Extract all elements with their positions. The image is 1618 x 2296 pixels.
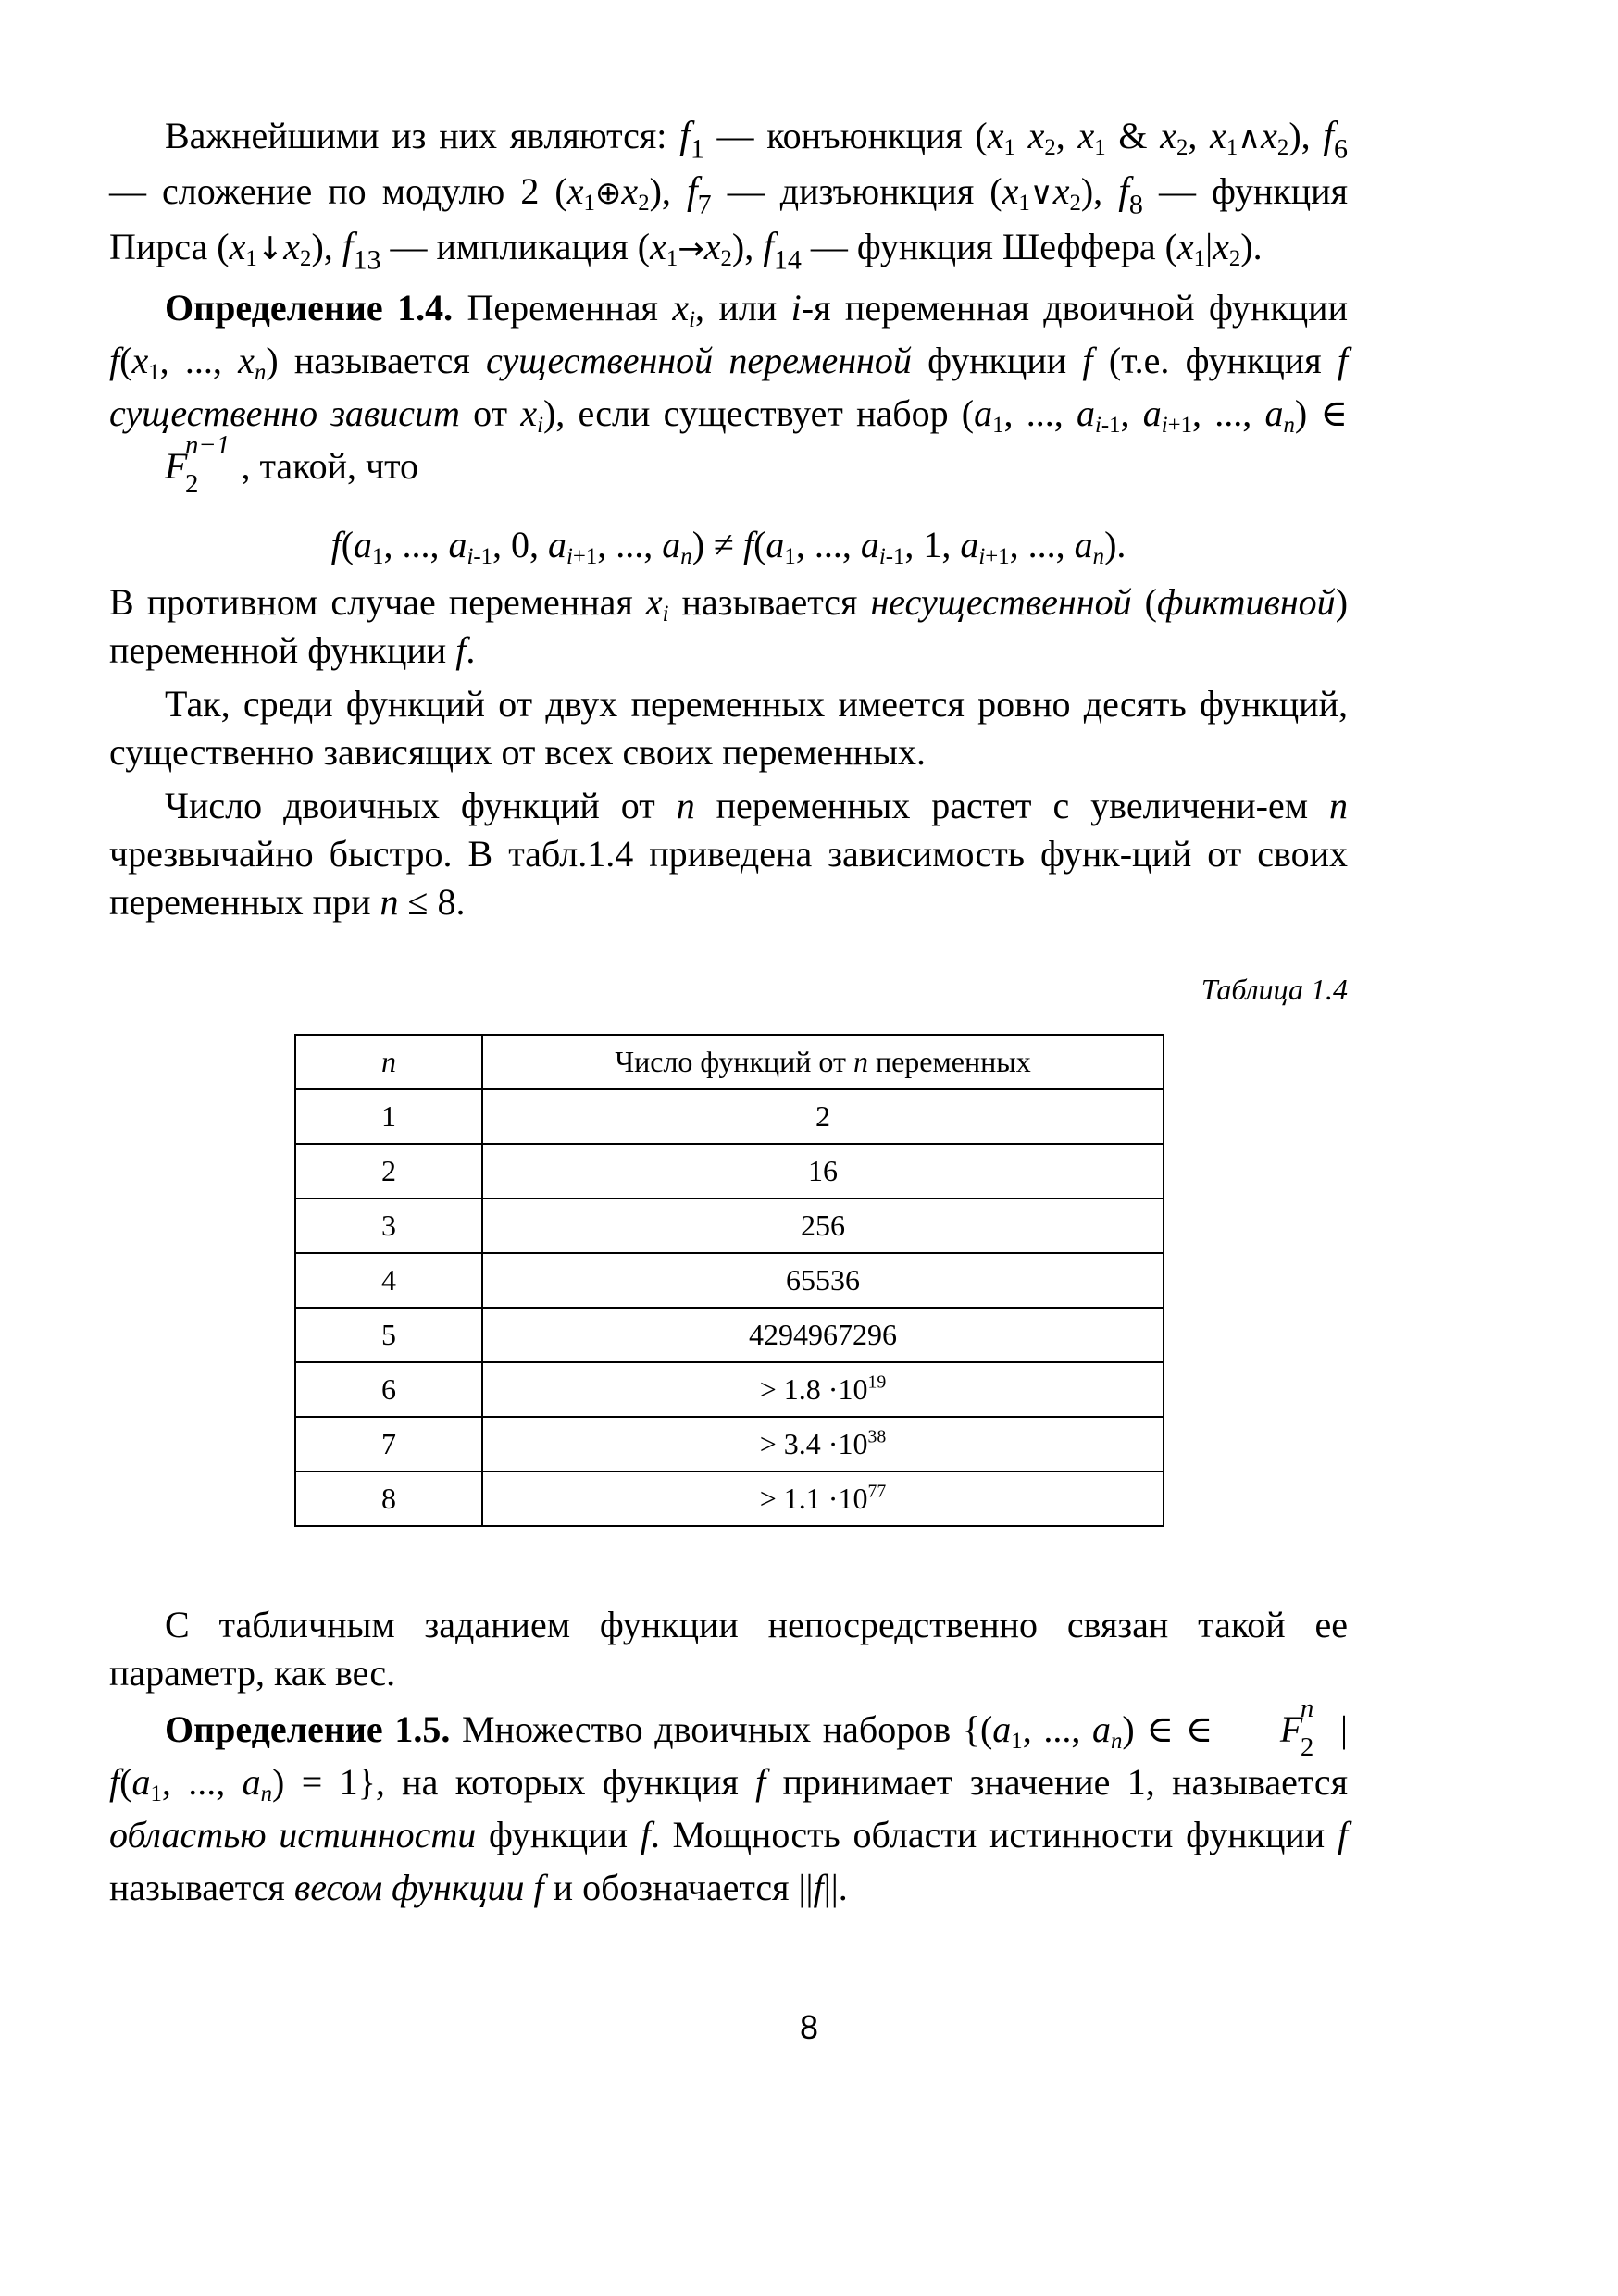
table-row: 3 256 xyxy=(295,1198,1164,1253)
table-row: 7 > $3.4 \cdot 10^{38}$ xyxy=(295,1417,1164,1471)
paragraph-fictive: В противном случае переменная $x_i$ называется несущественной (фиктивной) переменной функции f. xyxy=(109,581,1349,671)
table-row: 4 65536 xyxy=(295,1253,1164,1308)
table-caption: Таблица 1.4 xyxy=(1201,973,1348,1006)
table-row: 2 16 xyxy=(295,1144,1164,1198)
page-body xyxy=(109,109,1348,1914)
header-count: Число функций от n переменных xyxy=(482,1035,1164,1089)
table-row: 8 > $1.1 \cdot 10^{77}$ xyxy=(295,1471,1164,1526)
table-row: 1 2 xyxy=(295,1089,1164,1144)
f2-set-symbol: F n−1 2 xyxy=(165,430,230,499)
functions-count-table xyxy=(294,1034,1164,1527)
paragraph-ten-functions: Так, среди функций от двух переменных имеется ровно десять функций, существенно зависящих от всех своих переменных. xyxy=(109,683,1348,773)
table-header-row xyxy=(295,1035,1164,1089)
table-row: 6 > $1.8 \cdot 10^{19}$ xyxy=(295,1362,1164,1417)
page-number: 8 xyxy=(799,2008,819,2046)
paragraph-weight-intro: С табличным заданием функции непосредственно связан такой ее параметр, как вес. xyxy=(109,1604,1348,1694)
f2-set-symbol: F n 2 xyxy=(1279,1694,1314,1762)
definition-formula: $f(a_1$, ..., $a_{i-1}$, 0, $a_{i+1}$, ..., $a_n) \ne f(a_1$, ..., $a_{i-1}$, 1, $a_{i+1}$, ..., $a_n$). xyxy=(330,524,1126,569)
definition-1-5: Определение 1.5. Множество двоичных наборов {($a_1$, ..., $a_n$) ∈ ∈ F n 2 | $f(a_1$, ..., $a_n) = 1$}, на которых функция f принимает значение 1, называется областью истинности функции f. Мощность области истинности функции f называется весом функции f и обозначается ||f||. xyxy=(109,1694,1349,1908)
definition-1-4: Определение 1.4. Переменная $x_i$, или i-я переменная двоичной функции $f(x_1$, ..., $x_n$) называется существенной переменной функции f (т.е. функция f существенно зависит от $x_i$), если существует набор ($a_1$, ..., $a_{i-1}$, $a_{i+1}$, ..., $a_n$) ∈ F n−1 2 , такой, что xyxy=(109,287,1349,499)
paragraph-operations: Важнейшими из них являются: $f_1$ — конъюнкция ($x_1$ $x_2$, $x_1$ & $x_2$, $x_1\wedge x_2$), $f_6$ — сложение по модулю 2 $(x_1\oplus x_2)$, $f_7$ — дизъюнкция $(x_1\vee x_2)$, $f_8$ — функция Пирса $(x_1↓x_2)$, $f_{13}$ — импликация $(x_1\to x_2)$, $f_{14}$ — функция Шеффера $(x_1|x_2)$. xyxy=(109,115,1349,276)
table-row: 5 4294967296 xyxy=(295,1308,1164,1362)
header-n: n xyxy=(295,1035,482,1089)
paragraph-growth: Число двоичных функций от n переменных растет с увеличени-ем n чрезвычайно быстро. В табл.1.4 приведена зависимость функ-ций от своих переменных при n ≤ 8. xyxy=(109,785,1348,923)
